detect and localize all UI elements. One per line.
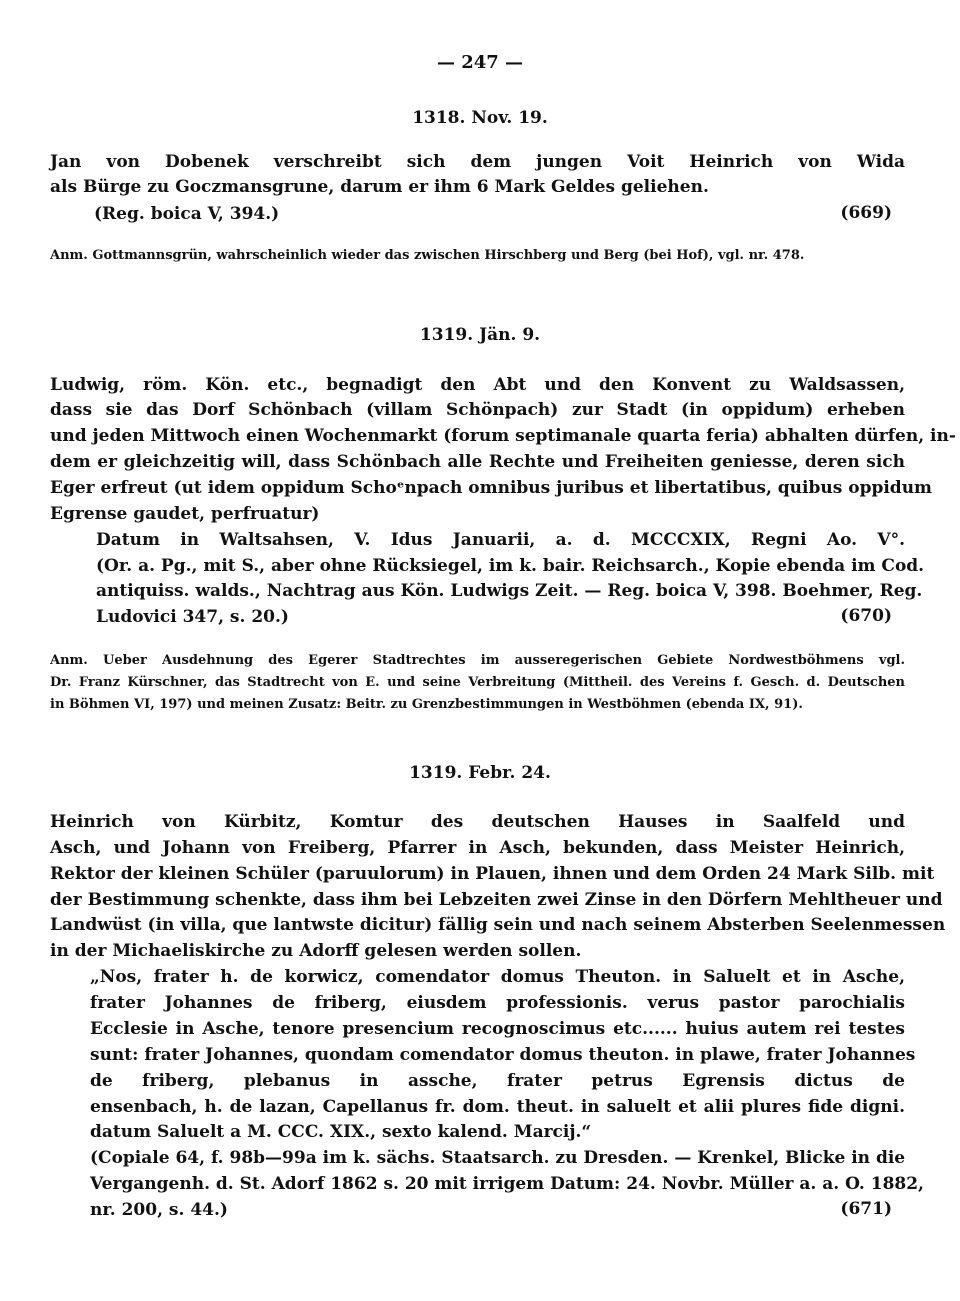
entry-number: (669) — [840, 203, 892, 223]
entry-text-line: Ludwig, röm. Kön. etc., begnadigt den Abt und den Konvent zu Waldsassen, — [50, 375, 905, 395]
entry-text-line: Rektor der kleinen Schüler (paruulorum) in Plauen, ihnen und dem Orden 24 Mark Silb. mit — [50, 864, 935, 884]
entry-text-line: und jeden Mittwoch einen Wochenmarkt (forum septimanale quarta feria) abhalten dürfen, in- — [50, 426, 956, 446]
entry-source-line: antiquiss. walds., Nachtrag aus Kön. Ludwigs Zeit. — Reg. boica V, 398. Boehmer, Reg. — [96, 581, 923, 601]
entry-quote-line: frater Johannes de friberg, eiusdem professionis. verus pastor parochialis — [90, 993, 905, 1013]
page-number: — 247 — — [436, 52, 524, 73]
entry-text-line: Landwüst (in villa, que lantwste dicitur) fällig sein und nach seinem Absterben Seelenmessen — [50, 915, 946, 935]
entry-source-line: (Or. a. Pg., mit S., aber ohne Rücksiegel, im k. bair. Reichsarch., Kopie ebenda im Cod. — [96, 556, 925, 576]
entry-number: (670) — [840, 606, 892, 626]
entry-quote-line: datum Saluelt a M. CCC. XIX., sexto kalend. Marcij.“ — [90, 1122, 592, 1142]
entry-text-line: in der Michaeliskirche zu Adorff gelesen werden sollen. — [50, 941, 582, 961]
entry-date: 1318. Nov. 19. — [412, 108, 548, 128]
entry-date: 1319. Febr. 24. — [409, 763, 551, 783]
entry-note: Dr. Franz Kürschner, das Stadtrecht von E. und seine Verbreitung (Mittheil. des Vereins f. Gesch. d. Deutschen — [50, 675, 905, 690]
entry-note: in Böhmen VI, 197) und meinen Zusatz: Beitr. zu Grenzbestimmungen in Westböhmen (ebenda IX, 91). — [50, 697, 803, 712]
entry-source-line: Ludovici 347, s. 20.) — [96, 607, 289, 627]
entry-note: Anm. Gottmannsgrün, wahrscheinlich wieder das zwischen Hirschberg und Berg (bei Hof), vgl. nr. 478. — [50, 248, 805, 263]
entry-number: (671) — [840, 1199, 892, 1219]
entry-text-line: Heinrich von Kürbitz, Komtur des deutschen Hauses in Saalfeld und — [50, 812, 905, 832]
entry-text-line: Jan von Dobenek verschreibt sich dem jungen Voit Heinrich von Wida — [50, 152, 905, 172]
entry-source-line: (Copiale 64, f. 98b—99a im k. sächs. Staatsarch. zu Dresden. — Krenkel, Blicke in die — [90, 1148, 906, 1168]
entry-quote-line: ensenbach, h. de lazan, Capellanus fr. dom. theut. in saluelt et alii plures fide digni. — [90, 1097, 905, 1117]
entry-date: 1319. Jän. 9. — [419, 325, 541, 345]
entry-source: (Reg. boica V, 394.) — [94, 204, 280, 224]
entry-text-line: Eger erfreut (ut idem oppidum Schoᵉnpach omnibus juribus et libertatibus, quibus oppidum — [50, 478, 933, 498]
entry-source-line: Vergangenh. d. St. Adorf 1862 s. 20 mit irrigem Datum: 24. Novbr. Müller a. a. O. 1882, — [90, 1174, 924, 1194]
entry-text-line: Egrense gaudet, perfruatur) — [50, 504, 320, 524]
entry-text-line: dass sie das Dorf Schönbach (villam Schönpach) zur Stadt (in oppidum) erheben — [50, 400, 905, 420]
entry-quote-line: Ecclesie in Asche, tenore presencium recognoscimus etc...... huius autem rei testes — [90, 1019, 905, 1039]
entry-datum-line: Datum in Waltsahsen, V. Idus Januarii, a. d. MCCCXIX, Regni Ao. V°. — [96, 530, 905, 550]
entry-quote-line: sunt: frater Johannes, quondam comendator domus theuton. in plawe, frater Johannes — [90, 1045, 916, 1065]
entry-text-line: der Bestimmung schenkte, dass ihm bei Lebzeiten zwei Zinse in den Dörfern Mehltheuer und — [50, 890, 943, 910]
entry-note: Anm. Ueber Ausdehnung des Egerer Stadtrechtes im ausseregerischen Gebiete Nordwestböhmens vgl. — [50, 653, 905, 668]
entry-quote-line: de friberg, plebanus in assche, frater petrus Egrensis dictus de — [90, 1071, 905, 1091]
entry-text-line: als Bürge zu Goczmansgrune, darum er ihm 6 Mark Geldes geliehen. — [50, 177, 709, 197]
entry-quote-line: „Nos, frater h. de korwicz, comendator domus Theuton. in Saluelt et in Asche, — [90, 967, 905, 987]
entry-text-line: dem er gleichzeitig will, dass Schönbach alle Rechte und Freiheiten geniesse, deren sich — [50, 452, 905, 472]
entry-source-line: nr. 200, s. 44.) — [90, 1200, 228, 1220]
entry-text-line: Asch, und Johann von Freiberg, Pfarrer in Asch, bekunden, dass Meister Heinrich, — [50, 838, 905, 858]
